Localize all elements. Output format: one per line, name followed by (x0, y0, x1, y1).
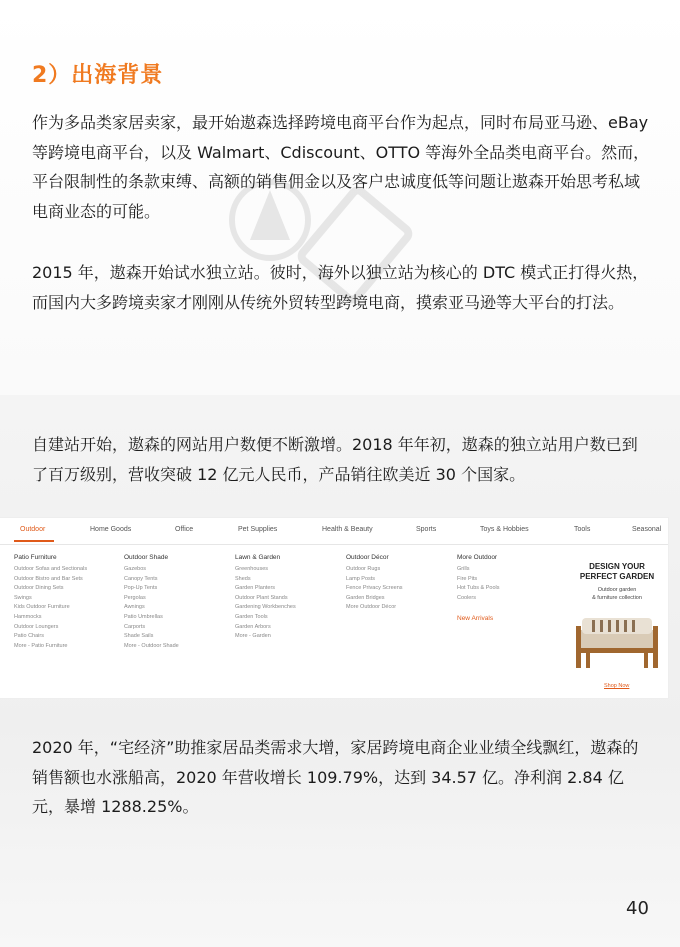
menu-link: Hammocks (14, 613, 42, 620)
menu-link: Swings (14, 594, 32, 601)
menu-link: Gardening Workbenches (235, 604, 296, 611)
menu-link: Garden Bridges (346, 594, 385, 601)
menu-link: Grills (457, 566, 470, 572)
promo-banner (562, 562, 672, 602)
menu-column-heading: More Outdoor (457, 554, 498, 561)
shop-now-link: Shop Now (604, 683, 630, 689)
menu-link: Lamp Posts (346, 575, 376, 582)
menu-link: Pergolas (124, 594, 146, 601)
nav-item-health-beauty: Health & Beauty (322, 526, 373, 533)
menu-link: Outdoor Loungers (14, 623, 59, 630)
promo-title-line-2: PERFECT GARDEN (579, 572, 655, 581)
section-title: 2）出海背景 (32, 63, 164, 88)
menu-link: Fire Pits (457, 575, 478, 582)
menu-link: Greenhouses (235, 566, 269, 572)
menu-link: Outdoor Bistro and Bar Sets (14, 575, 83, 582)
promo-title-line-1: DESIGN YOUR (589, 562, 645, 571)
menu-link: Garden Planters (235, 585, 276, 592)
paragraph-2: 2015 年，遨森开始试水独立站。彼时，海外以独立站为核心的 DTC 模式正打得火热，而国内大多跨境卖家才刚刚从传统外贸转型跨境电商，摸索亚马逊等大平台的打法。 (32, 263, 649, 312)
paragraph-4: 2020 年，“宅经济”助推家居品类需求大增，家居跨境电商企业业绩全线飘红，遨森的销售额也水涨船高，2020 年营收增长 109.79%，达到 34.57 亿。净利润 2.84 亿元，暴增 1288.25%。 (32, 738, 639, 816)
menu-column-heading: Outdoor Décor (346, 554, 389, 561)
menu-column-patio-furniture (14, 554, 124, 651)
menu-column-heading: Patio Furniture (14, 554, 57, 561)
nav-item-tools: Tools (574, 526, 591, 533)
menu-link: Carports (124, 623, 146, 630)
menu-column-heading: Lawn & Garden (235, 554, 281, 561)
menu-link: Garden Arbors (235, 623, 271, 630)
menu-link: Gazebos (124, 566, 147, 572)
menu-link: More Outdoor Décor (346, 604, 397, 611)
promo-subtitle-line-1: Outdoor garden (597, 587, 637, 593)
menu-link: Canopy Tents (124, 575, 158, 582)
page-number: 40 (626, 898, 649, 919)
nav-item-sports: Sports (416, 526, 437, 533)
menu-link: More - Garden (235, 633, 271, 640)
menu-link: Awnings (124, 604, 145, 611)
menu-link: Pop-Up Tents (124, 585, 158, 592)
menu-link: Hot Tubs & Pools (457, 585, 500, 592)
nav-item-toys-hobbies: Toys & Hobbies (480, 526, 529, 533)
new-arrivals-link: New Arrivals (457, 615, 494, 623)
menu-column-heading: Outdoor Shade (124, 554, 169, 561)
menu-link: Fence Privacy Screens (346, 585, 403, 592)
website-screenshot (0, 518, 668, 698)
nav-item-office: Office (175, 526, 194, 533)
menu-column-outdoor-decor (346, 554, 456, 613)
nav-item-pet-supplies: Pet Supplies (238, 526, 278, 533)
menu-link: Coolers (457, 594, 476, 601)
menu-link: Outdoor Dining Sets (14, 585, 64, 592)
menu-column-lawn-garden (235, 554, 345, 642)
nav-item-home-goods: Home Goods (90, 526, 132, 533)
nav-item-seasonal: Seasonal (632, 526, 662, 533)
website-nav-bar (0, 518, 668, 545)
menu-link: Outdoor Rugs (346, 566, 381, 572)
menu-link: Sheds (235, 575, 251, 582)
menu-link: More - Outdoor Shade (124, 642, 179, 649)
promo-subtitle-line-2: & furniture collection (592, 595, 642, 601)
nav-active-underline (14, 540, 54, 542)
menu-link: Patio Chairs (14, 633, 44, 640)
menu-column-more-outdoor (457, 554, 567, 622)
paragraph-1: 作为多品类家居卖家，最开始遨森选择跨境电商平台作为起点，同时布局亚马逊、eBay 等跨境电商平台，以及 Walmart、Cdiscount、OTTO 等海外全品类电商平台。然而，平台限制性的条款束缚、高额的销售佣金以及客户忠诚度低等问题让遨森开始思考私域电商业态的可能。 (32, 113, 650, 221)
menu-column-outdoor-shade (124, 554, 234, 651)
menu-link: Outdoor Sofas and Sectionals (14, 566, 88, 572)
menu-link: Outdoor Plant Stands (235, 594, 288, 601)
garden-bench-image-icon (572, 608, 662, 672)
menu-link: Patio Umbrellas (124, 613, 163, 620)
nav-item-outdoor: Outdoor (20, 526, 46, 533)
paragraph-3: 自建站开始，遨森的网站用户数便不断激增。2018 年年初，遨森的独立站用户数已到了百万级别，营收突破 12 亿元人民币，产品销往欧美近 30 个国家。 (32, 435, 638, 484)
menu-link: Shade Sails (124, 633, 154, 640)
menu-link: Kids Outdoor Furniture (14, 604, 70, 611)
menu-link: More - Patio Furniture (14, 642, 68, 649)
menu-link: Garden Tools (235, 613, 268, 620)
